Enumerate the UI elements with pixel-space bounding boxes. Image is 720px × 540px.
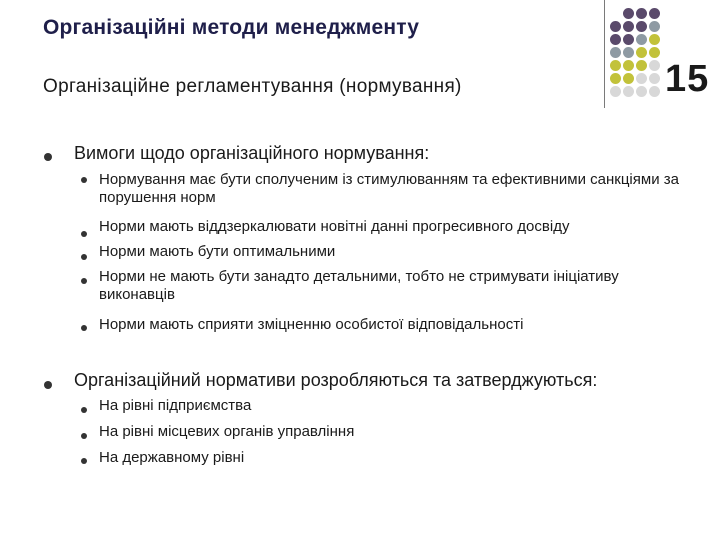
decorative-dot bbox=[649, 73, 660, 84]
decorative-dot bbox=[623, 8, 634, 19]
decorative-dot bbox=[636, 86, 647, 97]
list-bullet bbox=[81, 325, 87, 331]
decorative-dot bbox=[610, 73, 621, 84]
decorative-dot-grid bbox=[610, 8, 670, 100]
decorative-dot bbox=[610, 86, 621, 97]
list-bullet bbox=[81, 177, 87, 183]
section-bullet bbox=[44, 381, 52, 389]
list-item: На рівні місцевих органів управління bbox=[99, 423, 355, 440]
decorative-dot bbox=[610, 47, 621, 58]
decorative-dot bbox=[623, 86, 634, 97]
decorative-dot bbox=[636, 34, 647, 45]
decorative-dot bbox=[623, 73, 634, 84]
decorative-dot bbox=[623, 34, 634, 45]
list-bullet bbox=[81, 458, 87, 464]
slide-title: Організаційні методи менеджменту bbox=[43, 16, 420, 39]
list-item: Норми не мають бути занадто детальними, тобто не стримувати ініціативу виконавців bbox=[99, 268, 619, 303]
decorative-dot bbox=[623, 21, 634, 32]
list-bullet bbox=[81, 278, 87, 284]
decorative-dot bbox=[610, 60, 621, 71]
section-bullet bbox=[44, 153, 52, 161]
slide-number: 15 bbox=[665, 58, 710, 100]
decorative-dot bbox=[636, 73, 647, 84]
decorative-dot bbox=[636, 60, 647, 71]
decorative-dot bbox=[649, 47, 660, 58]
decorative-dot bbox=[623, 60, 634, 71]
slide-subtitle: Організаційне регламентування (нормування) bbox=[43, 76, 462, 97]
list-item: Норми мають віддзеркалювати новітні данні прогресивного досвіду bbox=[99, 218, 570, 235]
decorative-dot bbox=[649, 21, 660, 32]
decorative-dot bbox=[649, 34, 660, 45]
list-item: На рівні підприємства bbox=[99, 397, 252, 414]
decorative-dot bbox=[610, 21, 621, 32]
decorative-dot bbox=[623, 47, 634, 58]
list-item: Норми мають сприяти зміцненню особистої відповідальності bbox=[99, 316, 524, 333]
list-item: Нормування має бути сполученим із стимулюванням та ефективними санкціями за порушення норм bbox=[99, 171, 679, 206]
list-item: Норми мають бути оптимальними bbox=[99, 243, 336, 260]
section-heading: Організаційний нормативи розробляються та затверджуються: bbox=[74, 370, 598, 390]
list-bullet bbox=[81, 433, 87, 439]
section-heading: Вимоги щодо організаційного нормування: bbox=[74, 143, 430, 163]
decorative-dot bbox=[649, 8, 660, 19]
decorative-dot bbox=[636, 21, 647, 32]
decorative-dot bbox=[636, 8, 647, 19]
list-bullet bbox=[81, 407, 87, 413]
decorative-dot bbox=[649, 86, 660, 97]
decorative-dot bbox=[610, 34, 621, 45]
list-bullet bbox=[81, 231, 87, 237]
decorative-dot bbox=[636, 47, 647, 58]
header-divider bbox=[604, 0, 605, 108]
decorative-dot bbox=[649, 60, 660, 71]
list-item: На державному рівні bbox=[99, 449, 245, 466]
list-bullet bbox=[81, 254, 87, 260]
